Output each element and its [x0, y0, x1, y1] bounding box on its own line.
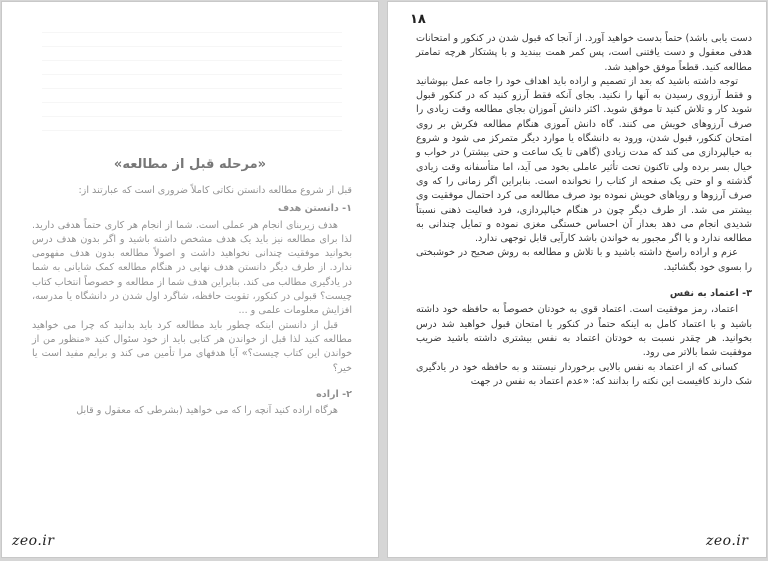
paragraph: عزم و اراده راسخ داشته باشید و با تلاش و مطالعه به روش صحیح در خوشبختی را بسوی خود بگشائید.: [416, 247, 752, 273]
paragraph: کسانی که از اعتماد به نفس بالایی برخوردار نیستند و به حافظه خود در یادگیری شک دارند کافیست این نکته را بدانند که: «عدم اعتماد به نفس در جهت: [416, 361, 752, 387]
left-page-body: [32, 184, 352, 418]
intro-text: قبل از شروع مطالعه دانستن نکاتی کاملاً ضروری است که عبارتند از:: [78, 185, 352, 196]
right-page-body: [416, 32, 752, 389]
paragraph: هرگاه اراده کنید آنچه را که می خواهید (بشرطی که معقول و قابل: [76, 405, 338, 417]
bleed-through-text: [42, 32, 342, 142]
paragraph: قبل از دانستن اینکه چطور باید مطالعه کرد باید بدانید که چرا می خواهید مطالعه کنید لذا قبل از خواندن هر کتابی باید از خود سئوال کنید «منظور من از خواندن این کتاب چیست؟» آیا هدفهای مرا تأمین می کند و برایم مفید است یا خیر؟: [32, 319, 352, 374]
paragraph: دست یابی باشد) حتماً بدست خواهید آورد. از آنجا که قبول شدن در کنکور و امتحانات هدفی معقول و دست یافتنی است، پس کمر همت ببندید و با پشتکار هرچه تمامتر مطالعه کنید. قطعاً موفق خواهید شد.: [416, 33, 752, 73]
page-number: ۱۸: [410, 12, 426, 27]
watermark: zeo.ir: [12, 533, 55, 549]
paragraph: توجه داشته باشید که بعد از تصمیم و اراده باید اهداف خود را جامه عمل بپوشانید و فقط آرزوی رسیدن به آنها را نکنید. بجای آنکه فقط آرزو کنید که در کنکور قبول شوید کار و تلاش کنید تا موفق شوید. اکثر دانش آموزان بجای مطالعه وقت زیادی را صرف آرزوهای خویش می کنند. گاه دانش آموزی هنگام مطالعه فکرش بر روی امتحان کنکور، قبول شدن، ورود به دانشگاه یا موارد دیگر متمرکز می شود و شروع به خیالپردازی می کند که مدت زیادی (گاهی تا یک ساعت و حتی بیشتر) در خواب و خیال بسر برده ولی تاکنون تحت تأثیر عاملی بخود می آید، اما متأسفانه وقت زیادی گذشته و او حتی یک صفحه از کتاب را نخوانده است. بنابراین اگر زمانی را که وی صرف آرزوها و رویاهای خویش نموده بود صرف مطالعه می کرد احتمال موفقیت وی بیشتر می شد. از طرف دیگر چون در هنگام خیالپردازی، فرد فعالیت ذهنی نسبتاً شدیدی انجام می دهد بعداز آن احساس خستگی مغزی نموده و تمایل چندانی به مطالعه ندارد و یا اگر مجبور به خواندن باشد کارآیی قابل توجهی ندارد.: [416, 75, 752, 245]
left-page: [2, 2, 378, 557]
right-page: [388, 2, 766, 557]
section-heading: ۱- دانستن هدف: [278, 203, 352, 215]
section-heading: ۲- اراده: [316, 388, 352, 400]
watermark: zeo.ir: [706, 533, 749, 549]
chapter-title: «مرحله قبل از مطالعه»: [113, 157, 267, 172]
paragraph: هدف زیربنای انجام هر عملی است. شما از انجام هر کاری حتماً هدفی دارید. لذا برای مطالعه نیز باید یک هدف مشخص داشته باشید و اگر بدون هدف درس بخوانید موفقیت چندانی نخواهید داشت و اصولاً مطالعه بدون هدف مفهومی ندارد. از طرف دیگر دانستن هدف نهایی در هنگام مطالعه کمک شایانی به شما در یادگیری مطالب می کند. بنابراین هدف شما از مطالعه و خصوصاً انتخاب کتاب چیست؟ قبولی در کنکور، تقویت حافظه، شاگرد اول شدن در دانشگاه یا مدرسه، افزایش معلومات علمی و ...: [32, 219, 352, 317]
paragraph: اعتماد، رمز موفقیت است. اعتماد قوی به خودتان خصوصاً به حافظه خود داشته باشید و با اعتماد کامل به اینکه حتماً در کنکور یا امتحان قبول خواهید شد درس بخوانید. هر چقدر نسبت به خودتان اعتماد به نفس بیشتری داشته باشید ضریب موفقیت شما بالاتر می رود.: [416, 304, 752, 359]
section-heading: ۳- اعتماد به نفس: [669, 288, 752, 300]
